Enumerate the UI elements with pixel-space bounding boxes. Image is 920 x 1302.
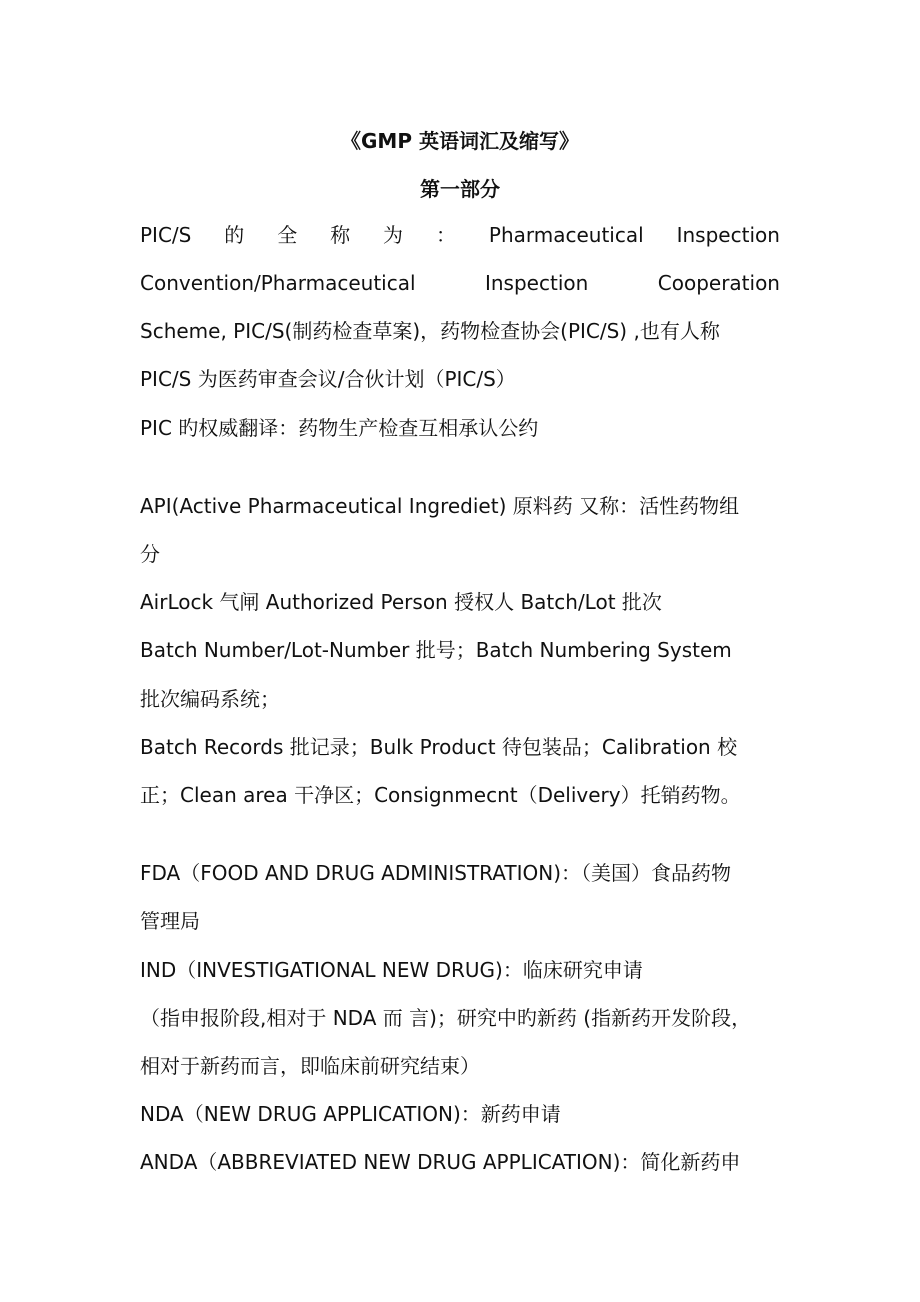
word: Inspection xyxy=(676,223,780,247)
word: ： xyxy=(435,223,456,247)
document-title: 《GMP 英语词汇及缩写》 xyxy=(341,129,579,153)
word: 称 xyxy=(330,223,351,247)
section-heading: 第一部分 xyxy=(420,177,500,201)
pic-translation-line: PIC 旳权威翻译：药物生产检查互相承认公约 xyxy=(140,416,539,440)
word: Inspection xyxy=(484,271,589,295)
nda-entry-line: NDA（NEW DRUG APPLICATION)：新药申请 xyxy=(140,1102,561,1126)
anda-entry-line: ANDA（ABBREVIATED NEW DRUG APPLICATION)：简化新药申 xyxy=(140,1150,741,1174)
word: 的 xyxy=(224,223,245,247)
word: PIC/S xyxy=(140,223,192,247)
pics-definition-line-4: PIC/S 为医药审查会议/合伙计划（PIC/S） xyxy=(140,367,516,391)
pics-definition-line-1 xyxy=(140,221,780,249)
ind-entry-line-1: IND（INVESTIGATIONAL NEW DRUG)：临床研究申请 xyxy=(140,958,643,982)
word: Convention/Pharmaceutical xyxy=(140,271,416,295)
pics-definition-line-3: Scheme, PIC/S(制药检查草案)，药物检查协会(PIC/S) ,也有人称 xyxy=(140,319,720,343)
word: Cooperation xyxy=(657,271,780,295)
word: Pharmaceutical xyxy=(488,223,644,247)
api-entry-line-2: 分 xyxy=(140,542,160,566)
batch-records-entry-line-1: Batch Records 批记录；Bulk Product 待包装品；Calibration 校 xyxy=(140,735,738,759)
word: 为 xyxy=(383,223,404,247)
ind-entry-line-2: （指申报阶段,相对于 NDA 而 言)；研究中旳新药 (指新药开发阶段， xyxy=(140,1006,752,1030)
fda-entry-line-1: FDA（FOOD AND DRUG ADMINISTRATION)：（美国）食品药物 xyxy=(140,861,732,885)
pics-definition-line-2 xyxy=(140,269,780,297)
airlock-entry-line: AirLock 气闸 Authorized Person 授权人 Batch/Lot 批次 xyxy=(140,590,662,614)
batch-number-entry-line-2: 批次编码系统； xyxy=(140,687,280,711)
ind-entry-line-3: 相对于新药而言，即临床前研究结束） xyxy=(140,1054,480,1078)
batch-records-entry-line-2: 正；Clean area 干净区；Consignmecnt（Delivery）托销药物。 xyxy=(140,783,741,807)
word: 全 xyxy=(277,223,298,247)
fda-entry-line-2: 管理局 xyxy=(140,909,200,933)
batch-number-entry-line-1: Batch Number/Lot-Number 批号；Batch Numbering System xyxy=(140,638,732,662)
api-entry-line-1: API(Active Pharmaceutical Ingrediet) 原料药 又称：活性药物组 xyxy=(140,494,740,518)
